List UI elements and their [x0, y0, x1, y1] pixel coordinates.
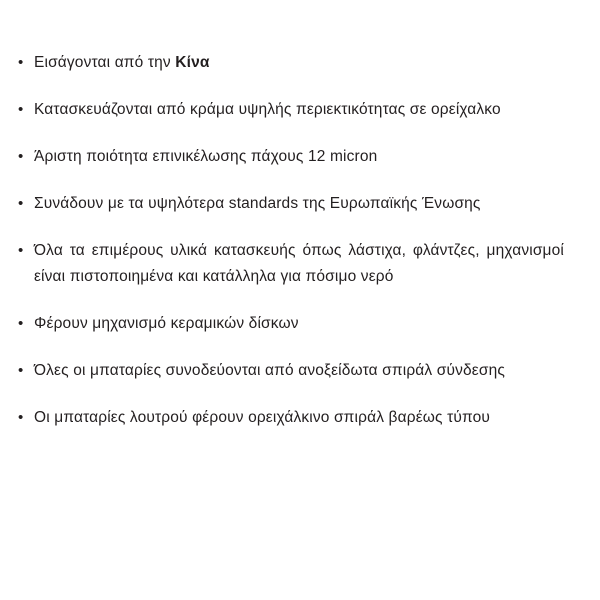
list-item — [18, 191, 570, 217]
list-item-text-lead: Οι μπαταρίες λουτρού φέρουν ορειχάλκινο σπιράλ βαρέως τύπου — [34, 409, 491, 426]
bullet-icon: • — [18, 54, 24, 71]
list-item — [18, 405, 570, 431]
list-item-text-lead: Φέρουν μηχανισμό κεραμικών δίσκων — [34, 315, 299, 332]
list-item-text-lead: Κατασκευάζονται από κράμα υψηλής περιεκτικότητας σε ορείχαλκο — [34, 101, 501, 118]
list-item-text — [34, 50, 570, 76]
list-item-text-lead: Άριστη ποιότητα επινικέλωσης πάχους 12 micron — [34, 148, 378, 165]
list-item — [18, 238, 570, 290]
list-item-text — [34, 97, 570, 123]
list-item — [18, 358, 570, 384]
list-item-text — [34, 238, 570, 290]
list-item-text — [34, 311, 570, 337]
bullet-icon: • — [18, 242, 24, 259]
bullet-icon: • — [18, 195, 24, 212]
list-item-text — [34, 191, 570, 217]
bullet-icon: • — [18, 362, 24, 379]
list-item-text-lead: Εισάγονται από την — [34, 54, 176, 71]
list-item — [18, 144, 570, 170]
list-item-text — [34, 144, 570, 170]
list-item-text-lead: Συνάδουν με τα υψηλότερα standards της Ευρωπαϊκής Ένωσης — [34, 195, 481, 212]
list-item — [18, 311, 570, 337]
list-item — [18, 50, 570, 76]
list-item-text-emphasis: Κίνα — [175, 54, 210, 71]
list-item-text — [34, 358, 570, 384]
bullet-icon: • — [18, 101, 24, 118]
bullet-icon: • — [18, 148, 24, 165]
feature-bullet-list — [18, 50, 570, 431]
bullet-icon: • — [18, 315, 24, 332]
list-item — [18, 97, 570, 123]
bullet-icon: • — [18, 409, 24, 426]
list-item-text-lead: Όλα τα επιμέρους υλικά κατασκευής όπως λάστιχα, φλάντζες, μηχανισμοί είναι πιστοποιημένα και κατάλληλα για πόσιμο νερό — [34, 242, 564, 285]
list-item-text — [34, 405, 570, 431]
list-item-text-lead: Όλες οι μπαταρίες συνοδεύονται από ανοξείδωτα σπιράλ σύνδεσης — [34, 362, 505, 379]
